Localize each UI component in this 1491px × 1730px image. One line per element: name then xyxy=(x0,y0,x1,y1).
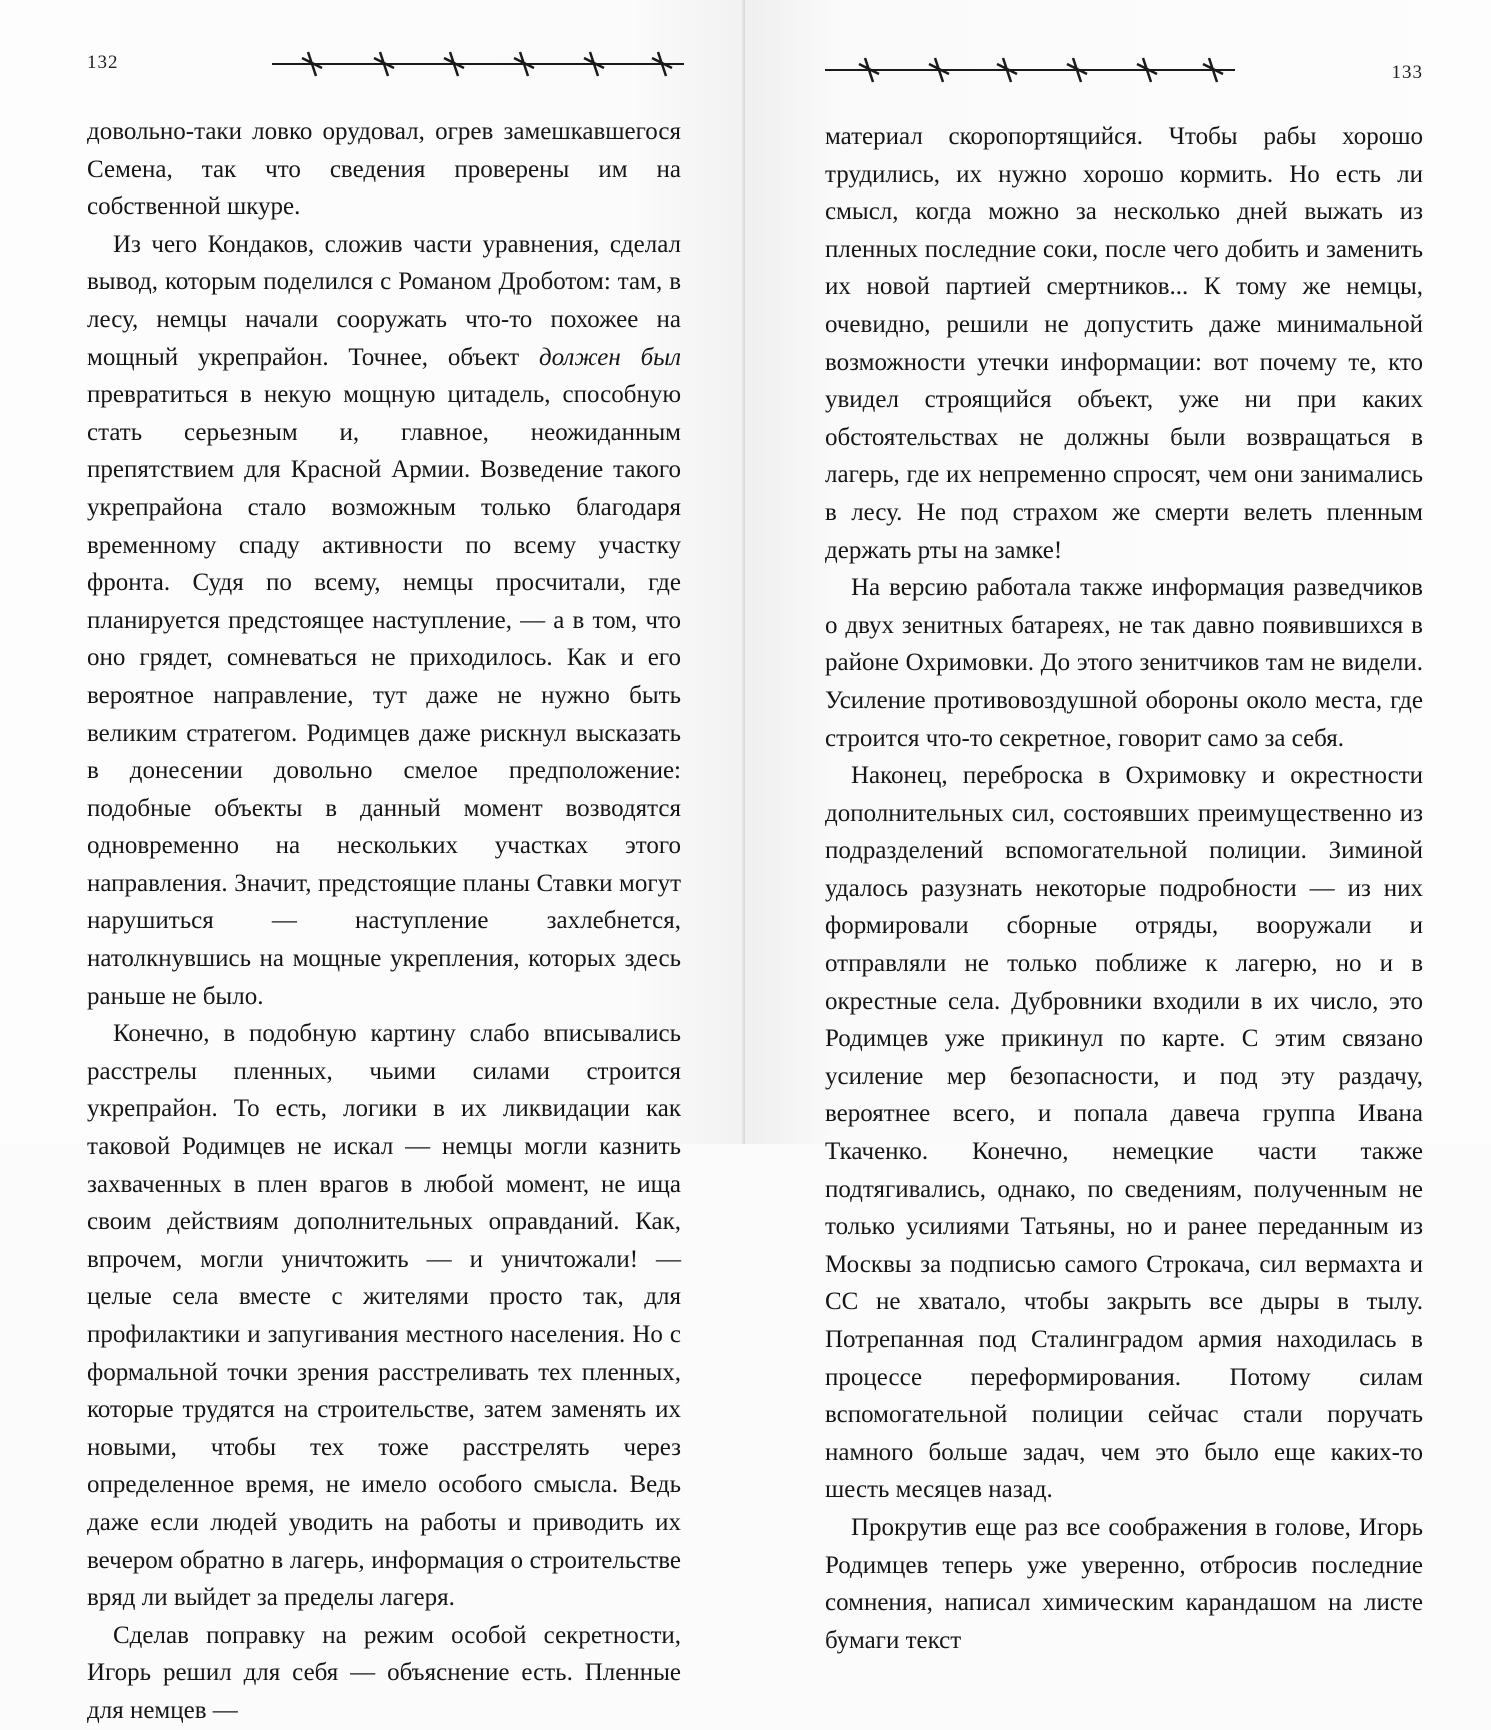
page-number: 132 xyxy=(87,52,119,73)
barbed-wire-ornament xyxy=(825,52,1235,86)
paragraph: Сделав поправку на режим особой секретности, Игорь решил для себя — объяснение есть. Пленные для немцев — xyxy=(87,1621,681,1724)
barbed-wire-ornament xyxy=(272,44,684,78)
page-body xyxy=(87,113,681,1730)
page-number: 133 xyxy=(1391,62,1423,83)
left-page xyxy=(0,0,745,1724)
paragraph: Из чего Кондаков, сложив части уравнения, сделал вывод, которым поделился с Романом Дроботом: там, в лесу, немцы начали сооружать что-то похожее на мощный укрепрайон. Точнее, объект должен был превратиться в некую мощную цитадель, способную стать серьезным и, главное, неожиданным препятствием для Красной Армии. Возведение такого укрепрайона стало возможным только благодаря временному спаду активности по всему участку фронта. Судя по всему, немцы просчитали, где планируется предстоящее наступление, — а в том, что оно грядет, сомневаться не приходилось. Как и его вероятное направление, тут даже не нужно быть великим стратегом. Родимцев даже рискнул высказать в донесении довольно смелое предположение: подобные объекты в данный момент возводятся одновременно на нескольких участках этого направления. Значит, предстоящие планы Ставки могут нарушиться — наступление захлебнется, натолкнувшись на мощные укрепления, которых здесь раньше не было. xyxy=(87,230,681,1010)
emphasis: должен был xyxy=(538,343,681,371)
paragraph: Наконец, переброска в Охримовку и окрестности дополнительных сил, состоявших преимущественно из подразделений вспомогательной полиции. Зиминой удалось разузнать некоторые подробности — из них формировали сборные отряды, вооружали и отправляли не только поближе к лагерю, но и в окрестные села. Дубровники входили в их число, это Родимцев уже прикинул по карте. С этим связано усиление мер безопасности, и под эту раздачу, вероятнее всего, и попала давеча группа Ивана Ткаченко. Конечно, немецкие части также подтягивались, однако, по сведениям, полученным не только усилиями Татьяны, но и ранее переданным из Москвы за подписью самого Строкача, сил вермахта и СС не хватало, чтобы закрыть все дыры в тылу. Потрепанная под Сталинградом армия находилась в процессе переформирования. Потому силам вспомогательной полиции сейчас стали поручать намного больше задач, чем это было еще каких-то шесть месяцев назад. xyxy=(825,762,1423,1504)
paragraph: материал скоропортящийся. Чтобы рабы хорошо трудились, их нужно хорошо кормить. Но есть ли смысл, когда можно за несколько дней выжать из пленных последние соки, после чего добить и заменить их новой партией смертников... К тому же немцы, очевидно, решили не допустить даже минимальной возможности утечки информации: вот почему те, кто увидел строящийся объект, уже ни при каких обстоятельствах не должны были возвращаться в лагерь, где их непременно спросят, чем они занимались в лесу. Не под страхом же смерти велеть пленным держать рты на замке! xyxy=(825,123,1423,564)
paragraph: Прокрутив еще раз все соображения в голове, Игорь Родимцев теперь уже уверенно, отбросив последние сомнения, написал химическим карандашом на листе бумаги текст xyxy=(825,1513,1423,1654)
page-body xyxy=(825,118,1423,1659)
paragraph: довольно-таки ловко орудовал, огрев замешкавшегося Семена, так что сведения проверены им на собственной шкуре. xyxy=(87,118,681,221)
paragraph: Конечно, в подобную картину слабо вписывались расстрелы пленных, чьими силами строится укрепрайон. То есть, логики в их ликвидации как таковой Родимцев не искал — немцы могли казнить захваченных в плен врагов в любой момент, не ища своим действиям дополнительных оправданий. Как, впрочем, могли уничтожить — и уничтожали! — целые села вместе с жителями просто так, для профилактики и запугивания местного населения. Но с формальной точки зрения расстреливать тех пленных, которые трудятся на строительстве, затем заменять их новыми, чтобы тех тоже расстрелять через определенное время, не имело особого смысла. Ведь даже если людей уводить на работы и приводить их вечером обратно в лагерь, информация о строительстве вряд ли выйдет за пределы лагеря. xyxy=(87,1020,681,1612)
paragraph: На версию работала также информация разведчиков о двух зенитных батареях, не так давно появившихся в районе Охримовки. До этого зенитчиков там не видели. Усиление противовоздушной обороны около места, где строится что-то секретное, говорит само за себя. xyxy=(825,574,1423,752)
right-page xyxy=(745,0,1491,1654)
